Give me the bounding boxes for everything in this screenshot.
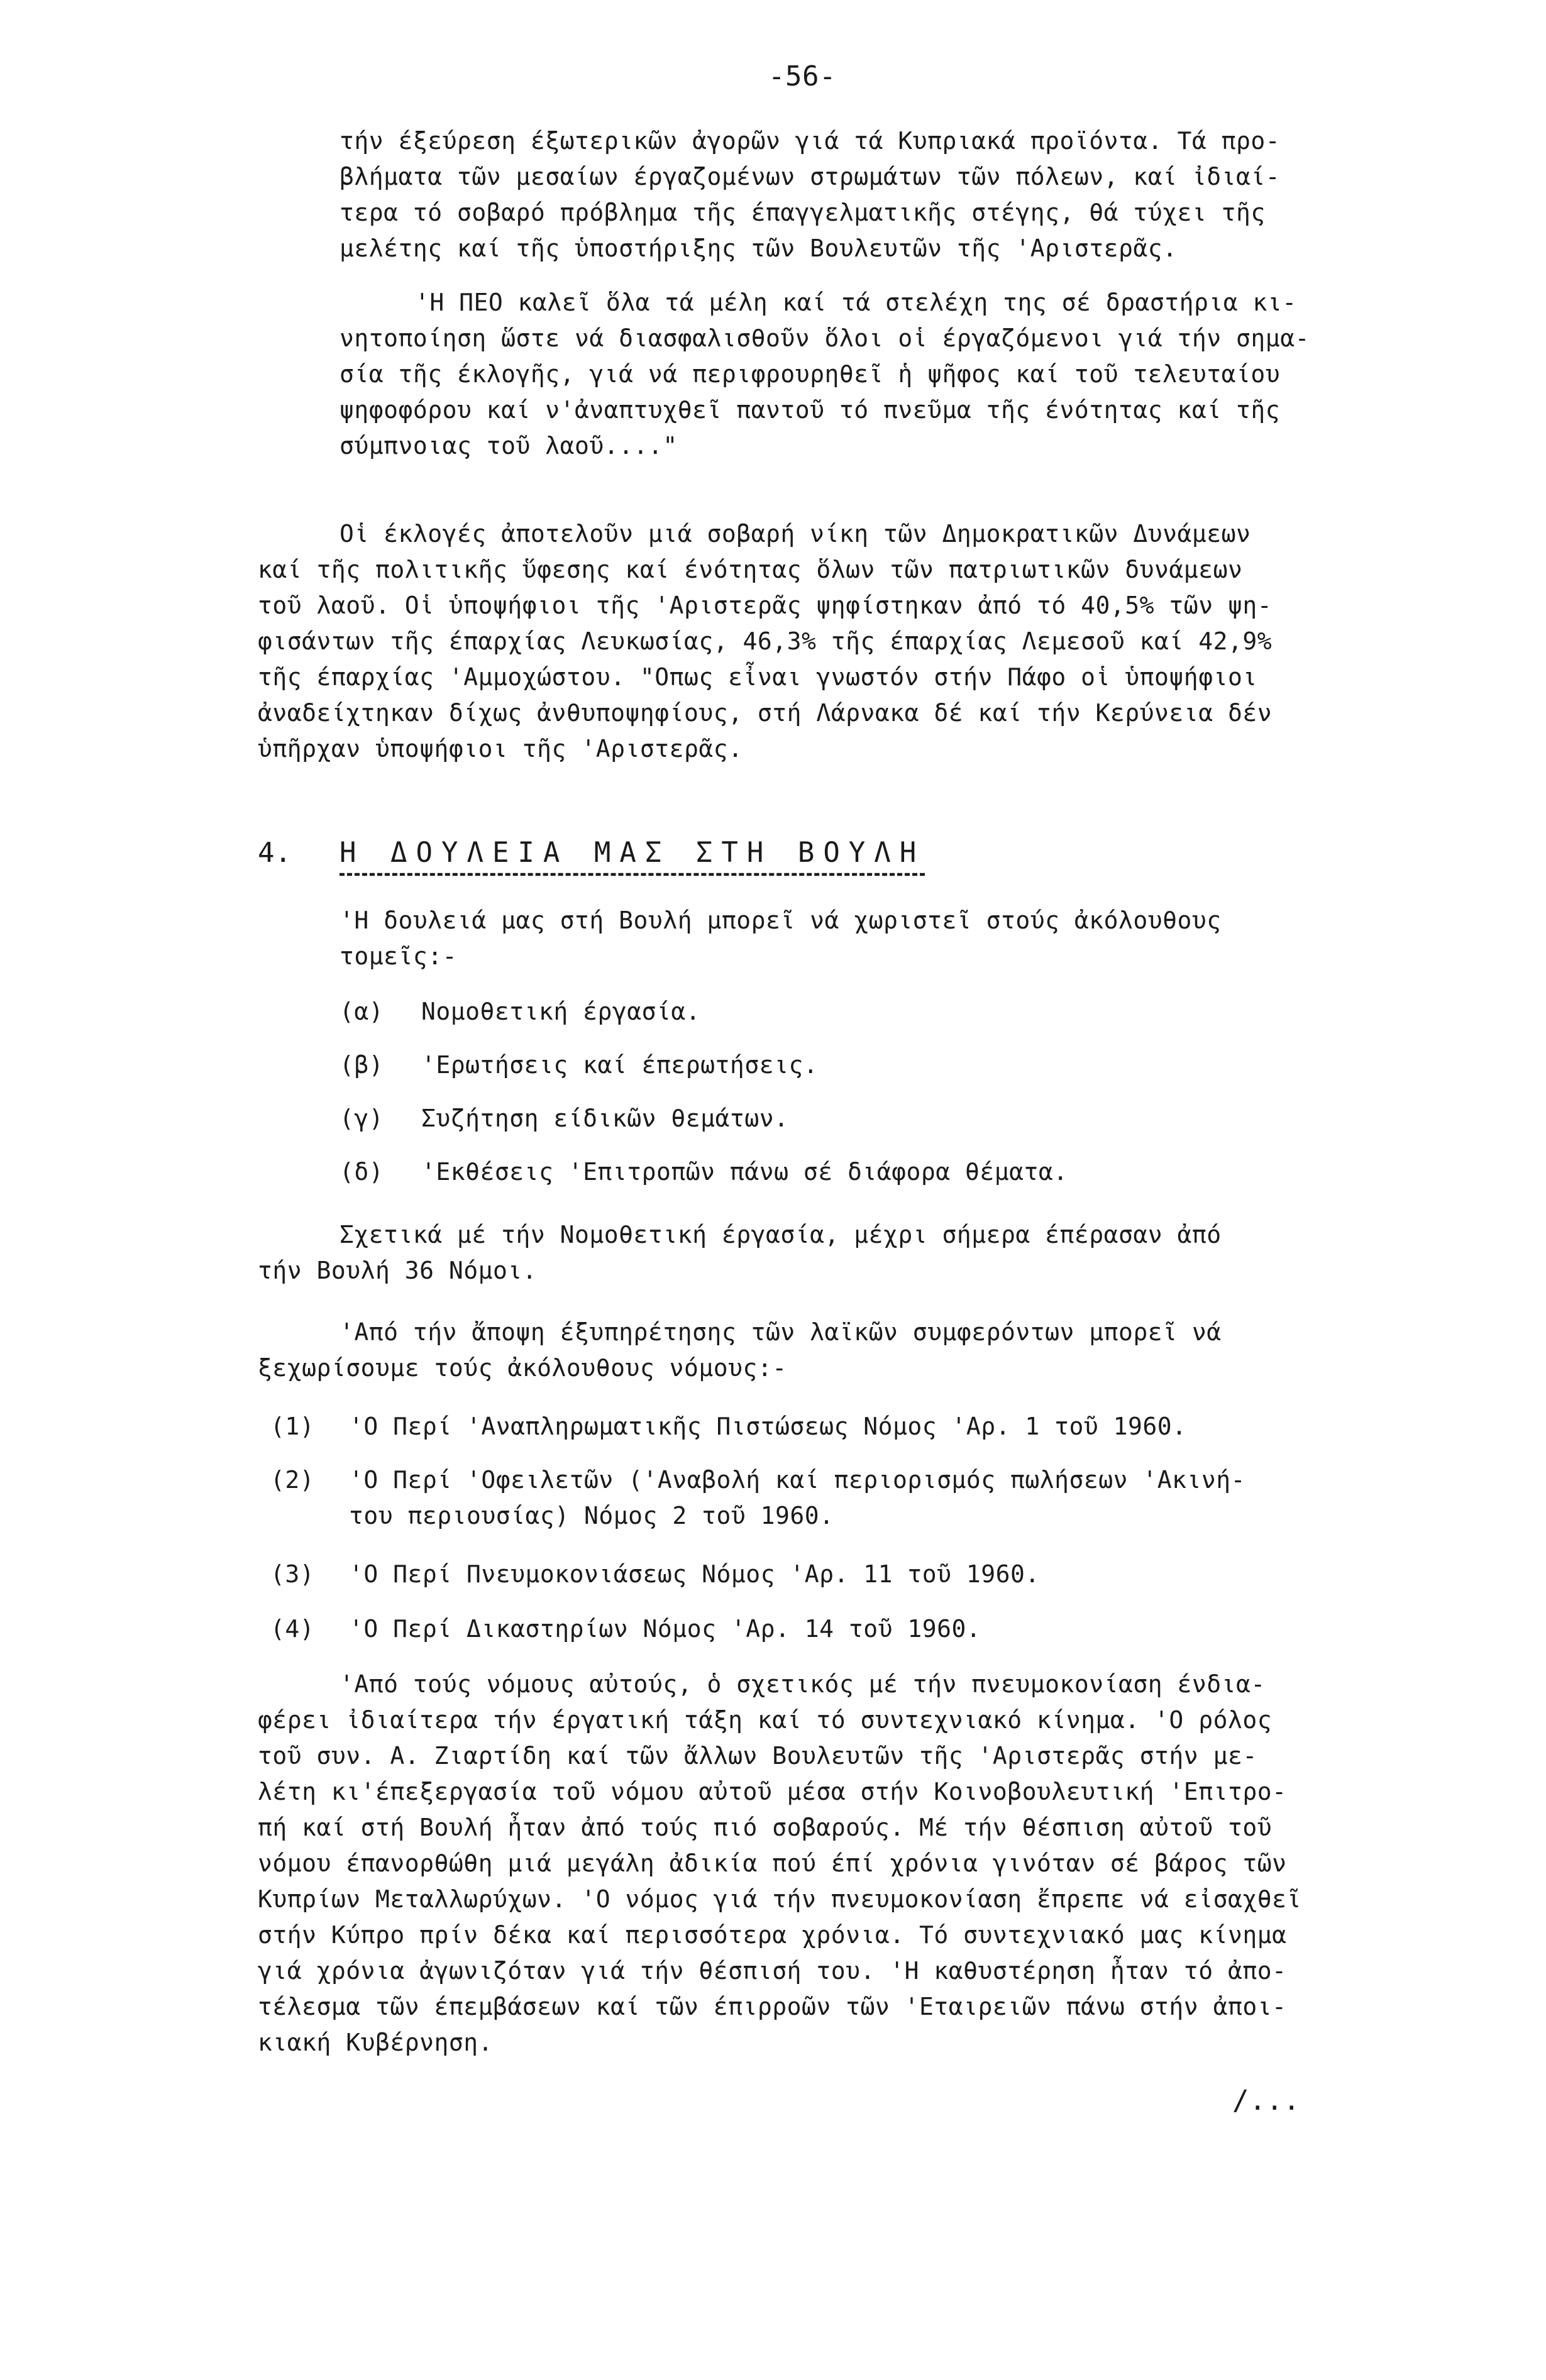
text-line: φέρει ἰδιαίτερα τήν έργατική τάξη καί τό συντεχνιακό κίνημα. 'Ο ρόλος — [258, 1706, 1273, 1734]
section-title: Η ΔΟΥΛΕΙΑ ΜΑΣ ΣΤΗ ΒΟΥΛΗ — [340, 837, 925, 869]
list-item-label: (1) — [270, 1413, 315, 1440]
text-line: Οἱ έκλογές ἀποτελοῦν μιά σοβαρή νίκη τῶν Δημοκρατικῶν Δυνάμεων — [340, 520, 1251, 548]
list-item-text: 'Ερωτήσεις καί έπερωτήσεις. — [421, 1051, 819, 1079]
text-line: 'Από τούς νόμους αὐτούς, ὁ σχετικός μέ τήν πνευμοκονίαση ένδια- — [340, 1670, 1266, 1698]
text-line: σύμπνοιας τοῦ λαοῦ...." — [340, 432, 678, 460]
list-item-label: (γ) — [340, 1105, 384, 1132]
list-item-text: του περιουσίας) Νόμος 2 τοῦ 1960. — [349, 1502, 834, 1529]
text-line: μελέτης καί τῆς ὑποστήριξης τῶν Βουλευτῶν τῆς 'Αριστερᾶς. — [340, 234, 1178, 262]
continuation-mark: /... — [1232, 2085, 1300, 2117]
text-line: 'Η ΠΕΟ καλεῖ ὅλα τά μέλη καί τά στελέχη της σέ δραστήρια κι- — [415, 289, 1297, 316]
list-item-label: (δ) — [340, 1158, 384, 1186]
list-item-text: 'Ο Περί 'Αναπληρωματικῆς Πιστώσεως Νόμος 'Αρ. 1 τοῦ 1960. — [349, 1413, 1187, 1440]
text-line: τομεῖς:- — [340, 942, 458, 970]
text-line: γιά χρόνια ἀγωνιζόταν γιά τήν θέσπισή του. 'Η καθυστέρηση ἦταν τό ἀπο- — [258, 1957, 1287, 1985]
text-line: 'Από τήν ἄποψη έξυπηρέτησης τῶν λαϊκῶν συμφερόντων μπορεῖ νά — [340, 1318, 1222, 1346]
list-item-label: (3) — [270, 1560, 315, 1588]
list-item-text: 'Ο Περί Δικαστηρίων Νόμος 'Αρ. 14 τοῦ 1960. — [349, 1615, 981, 1643]
text-line: νόμου έπανορθώθη μιά μεγάλη ἀδικία πού έπί χρόνια γινόταν σέ βάρος τῶν — [258, 1849, 1287, 1877]
text-line: ὑπῆρχαν ὑποψήφιοι τῆς 'Αριστερᾶς. — [258, 735, 743, 763]
text-line: 'Η δουλειά μας στή Βουλή μπορεῖ νά χωριστεῖ στούς ἀκόλουθους — [340, 906, 1222, 934]
text-line: σία τῆς έκλογῆς, γιά νά περιφρουρηθεῖ ἡ ψῆφος καί τοῦ τελευταίου — [340, 360, 1281, 388]
text-line: ξεχωρίσουμε τούς ἀκόλουθους νόμους:- — [258, 1354, 787, 1382]
section-number: 4. — [258, 837, 292, 869]
list-item-text: 'Εκθέσεις 'Επιτροπῶν πάνω σέ διάφορα θέματα. — [421, 1158, 1068, 1186]
text-line: ἀναδείχτηκαν δίχως ἀνθυποψηφίους, στή Λάρνακα δέ καί τήν Κερύνεια δέν — [258, 699, 1273, 727]
text-line: τήν Βουλή 36 Νόμοι. — [258, 1257, 538, 1284]
text-line: τερα τό σοβαρό πρόβλημα τῆς έπαγγελματικῆς στέγης, θά τύχει τῆς — [340, 199, 1266, 226]
text-line: φισάντων τῆς έπαρχίας Λευκωσίας, 46,3% τῆς έπαρχίας Λεμεσοῦ καί 42,9% — [258, 627, 1273, 655]
list-item-text: Νομοθετική έργασία. — [421, 998, 701, 1025]
text-line: τοῦ συν. Α. Ζιαρτίδη καί τῶν ἄλλων Βουλευτῶν τῆς 'Αριστερᾶς στήν με- — [258, 1742, 1257, 1770]
page-number: -56- — [768, 60, 836, 92]
list-item-text: 'Ο Περί 'Οφειλετῶν ('Αναβολή καί περιορισμός πωλήσεων 'Ακινή- — [349, 1466, 1246, 1494]
text-line: Σχετικά μέ τήν Νομοθετική έργασία, μέχρι σήμερα έπέρασαν ἀπό — [340, 1221, 1222, 1248]
text-line: τῆς έπαρχίας 'Αμμοχώστου. "Οπως εἶναι γνωστόν στήν Πάφο οἱ ὑποψήφιοι — [258, 663, 1257, 691]
list-item-label: (β) — [340, 1051, 384, 1079]
text-line: βλήματα τῶν μεσαίων έργαζομένων στρωμάτων τῶν πόλεων, καί ἰδιαί- — [340, 163, 1281, 190]
text-line: τέλεσμα τῶν έπεμβάσεων καί τῶν έπιρροῶν τῶν 'Εταιρειῶν πάνω στήν ἀποι- — [258, 1993, 1287, 2020]
text-line: Κυπρίων Μεταλλωρύχων. 'Ο νόμος γιά τήν πνευμοκονίαση ἔπρεπε νά εἰσαχθεῖ — [258, 1885, 1301, 1913]
text-line: τήν έξεύρεση έξωτερικῶν ἀγορῶν γιά τά Κυπριακά προϊόντα. Τά προ- — [340, 127, 1281, 155]
text-line: στήν Κύπρο πρίν δέκα καί περισσότερα χρόνια. Τό συντεχνιακό μας κίνημα — [258, 1921, 1287, 1949]
text-line: ψηφοφόρου καί ν'ἀναπτυχθεῖ παντοῦ τό πνεῦμα τῆς ένότητας καί τῆς — [340, 396, 1281, 424]
list-item-text: Συζήτηση είδικῶν θεμάτων. — [421, 1105, 789, 1132]
list-item-label: (4) — [270, 1615, 315, 1643]
list-item-text: 'Ο Περί Πνευμοκονιάσεως Νόμος 'Αρ. 11 τοῦ 1960. — [349, 1560, 1040, 1588]
list-item-label: (α) — [340, 998, 384, 1025]
text-line: νητοποίηση ὥστε νά διασφαλισθοῦν ὅλοι οἱ έργαζόμενοι γιά τήν σημα- — [340, 324, 1310, 352]
text-line: πή καί στή Βουλή ἦταν ἀπό τούς πιό σοβαρούς. Μέ τήν θέσπιση αὐτοῦ τοῦ — [258, 1814, 1273, 1841]
text-line: τοῦ λαοῦ. Οἱ ὑποψήφιοι τῆς 'Αριστερᾶς ψηφίστηκαν ἀπό τό 40,5% τῶν ψη- — [258, 592, 1273, 619]
text-line: κιακή Κυβέρνηση. — [258, 2029, 494, 2056]
text-line: λέτη κι'έπεξεργασία τοῦ νόμου αὐτοῦ μέσα στήν Κοινοβουλευτική 'Επιτρο- — [258, 1778, 1287, 1805]
list-item-label: (2) — [270, 1466, 315, 1494]
text-line: καί τῆς πολιτικῆς ὕφεσης καί ένότητας ὅλων τῶν πατριωτικῶν δυνάμεων — [258, 556, 1243, 583]
